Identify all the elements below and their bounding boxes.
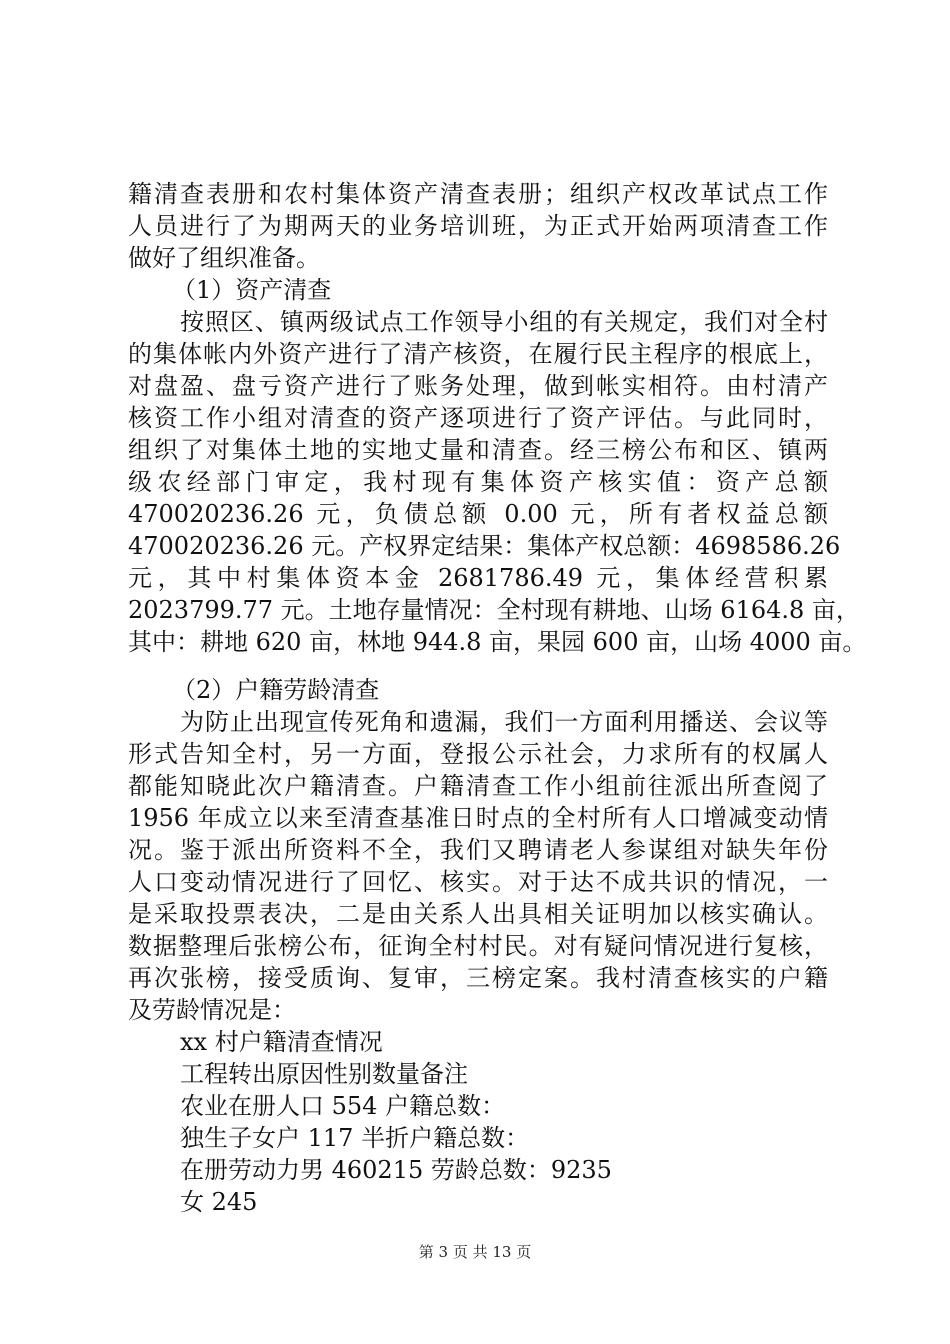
paragraph-line: 籍清查表册和农村集体资产清查表册；组织产权改革试点工作 (128, 180, 828, 208)
paragraph-line: 形式告知全村，另一方面，登报公示社会，力求所有的权属人 (128, 740, 828, 768)
section-heading-household-inventory: （2）户籍劳龄清查 (172, 676, 380, 704)
paragraph-line: 都能知晓此次户籍清查。户籍清查工作小组前往派出所查阅了 (128, 772, 828, 800)
paragraph-line: 是采取投票表决，二是由关系人出具相关证明加以核实确认。 (128, 900, 828, 928)
paragraph-line: 核资工作小组对清查的资产逐项进行了资产评估。与此同时， (128, 404, 828, 432)
paragraph-line: 再次张榜，接受质询、复审，三榜定案。我村清查核实的户籍 (128, 964, 828, 992)
paragraph-line: 2023799.77 元。土地存量情况：全村现有耕地、山场 6164.8 亩， (128, 596, 860, 624)
paragraph-line: 其中：耕地 620 亩，林地 944.8 亩，果园 600 亩，山场 4000 亩。 (128, 628, 867, 656)
paragraph-line: 为防止出现宣传死角和遗漏，我们一方面利用播送、会议等 (180, 708, 828, 736)
paragraph-line: 1956 年成立以来至清查基准日时点的全村所有人口增减变动情 (128, 804, 828, 832)
table-row: 独生子女户 117 半折户籍总数： (180, 1124, 530, 1152)
paragraph-line: 的集体帐内外资产进行了清产核资，在履行民主程序的根底上， (128, 340, 828, 368)
paragraph-line: 按照区、镇两级试点工作领导小组的有关规定，我们对全村 (180, 308, 828, 336)
paragraph-line: 及劳龄情况是： (128, 996, 296, 1024)
paragraph-line: 况。鉴于派出所资料不全，我们又聘请老人参谋组对缺失年份 (128, 836, 828, 864)
section-heading-asset-inventory: （1）资产清查 (172, 276, 332, 304)
paragraph-line: 做好了组织准备。 (128, 244, 320, 272)
paragraph-line: 数据整理后张榜公布，征询全村村民。对有疑问情况进行复核， (128, 932, 828, 960)
table-row: 女 245 (180, 1188, 258, 1216)
paragraph-line: 470020236.26 元。产权界定结果：集体产权总额：4698586.26 (128, 532, 841, 560)
table-row: 农业在册人口 554 户籍总数： (180, 1092, 506, 1120)
paragraph-line: 元，其中村集体资本金 2681786.49 元，集体经营积累 (128, 564, 828, 592)
page-footer: 第 3 页 共 13 页 (418, 1243, 532, 1261)
paragraph-line: 人员进行了为期两天的业务培训班，为正式开始两项清查工作 (128, 212, 828, 240)
table-title: xx 村户籍清查情况 (180, 1028, 383, 1056)
paragraph-line: 470020236.26 元，负债总额 0.00 元，所有者权益总额 (128, 500, 828, 528)
table-header-row: 工程转出原因性别数量备注 (180, 1060, 468, 1088)
paragraph-line: 组织了对集体土地的实地丈量和清查。经三榜公布和区、镇两 (128, 436, 828, 464)
paragraph-line: 级农经部门审定，我村现有集体资产核实值：资产总额 (128, 468, 828, 496)
paragraph-line: 对盘盈、盘亏资产进行了账务处理，做到帐实相符。由村清产 (128, 372, 828, 400)
paragraph-line: 人口变动情况进行了回忆、核实。对于达不成共识的情况，一 (128, 868, 828, 896)
table-row: 在册劳动力男 460215 劳龄总数：9235 (180, 1156, 612, 1184)
